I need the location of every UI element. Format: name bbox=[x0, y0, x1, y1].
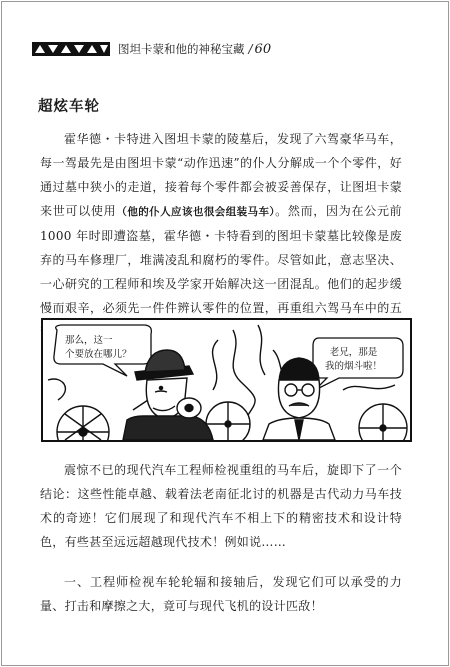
header-separator: / bbox=[248, 42, 253, 56]
book-title: 图坦卡蒙和他的神秘宝藏 bbox=[118, 42, 245, 56]
bubble-left-line-1: 那么，这一 bbox=[65, 335, 113, 346]
handwritten-aside: （他的仆人应该也很会组装马车） bbox=[116, 206, 276, 218]
paragraph-1 bbox=[40, 127, 402, 344]
paragraph-3: 一、工程师检视车轮轮辐和接轴后，发现它们可以承受的力量、打击和摩擦之大，竟可与现代飞机的设计匹敌！ bbox=[40, 575, 402, 613]
speech-bubble-left-text bbox=[65, 334, 132, 362]
paragraph-1-text-b: 。然而，因为在公元前 1000 年时即遭盗墓，霍华德・卡特看到的图坦卡蒙墓比较像是废弃的马车修理厂，堆满凌乱和腐朽的零件。尽管如此，意志坚决、一心研究的工程师和埃及学家开始解决这一团混乱。他们的起步缓慢而艰辛，必须先一件件辨认零件的位置，再重组六驾马车中的五 bbox=[40, 204, 402, 315]
bubble-right-line-1: 老兄，那是 bbox=[329, 347, 378, 358]
bubble-left-line-2: 个要放在哪儿？ bbox=[65, 349, 132, 360]
running-header bbox=[32, 41, 271, 57]
bubble-right-line-2: 我的烟斗啦！ bbox=[325, 361, 383, 372]
paragraph-2: 震惊不已的现代汽车工程师检视重组的马车后，旋即下了一个结论：这些性能卓越、载着法老南征北讨的机器是古代动力马车技术的奇迹！它们展现了和现代汽车不相上下的精密技术和设计特色，有些甚至远远超越现代技术！例如说…… bbox=[40, 463, 402, 549]
speech-bubble-right-text bbox=[325, 346, 382, 374]
hieroglyph-ornament-icon bbox=[32, 42, 110, 56]
paragraph-1-text-a: 霍华德・卡特进入图坦卡蒙的陵墓后，发现了六驾豪华马车，每一驾最先是由图坦卡蒙“动作迅速”的仆人分解成一个个零件，好通过墓中狭小的走道，接着每个零件都会被妥善保存，让图坦卡蒙来世可以使用 bbox=[40, 132, 402, 218]
comic-panel bbox=[41, 318, 412, 442]
page-number: 60 bbox=[254, 41, 272, 57]
section-title: 超炫车轮 bbox=[38, 99, 100, 115]
